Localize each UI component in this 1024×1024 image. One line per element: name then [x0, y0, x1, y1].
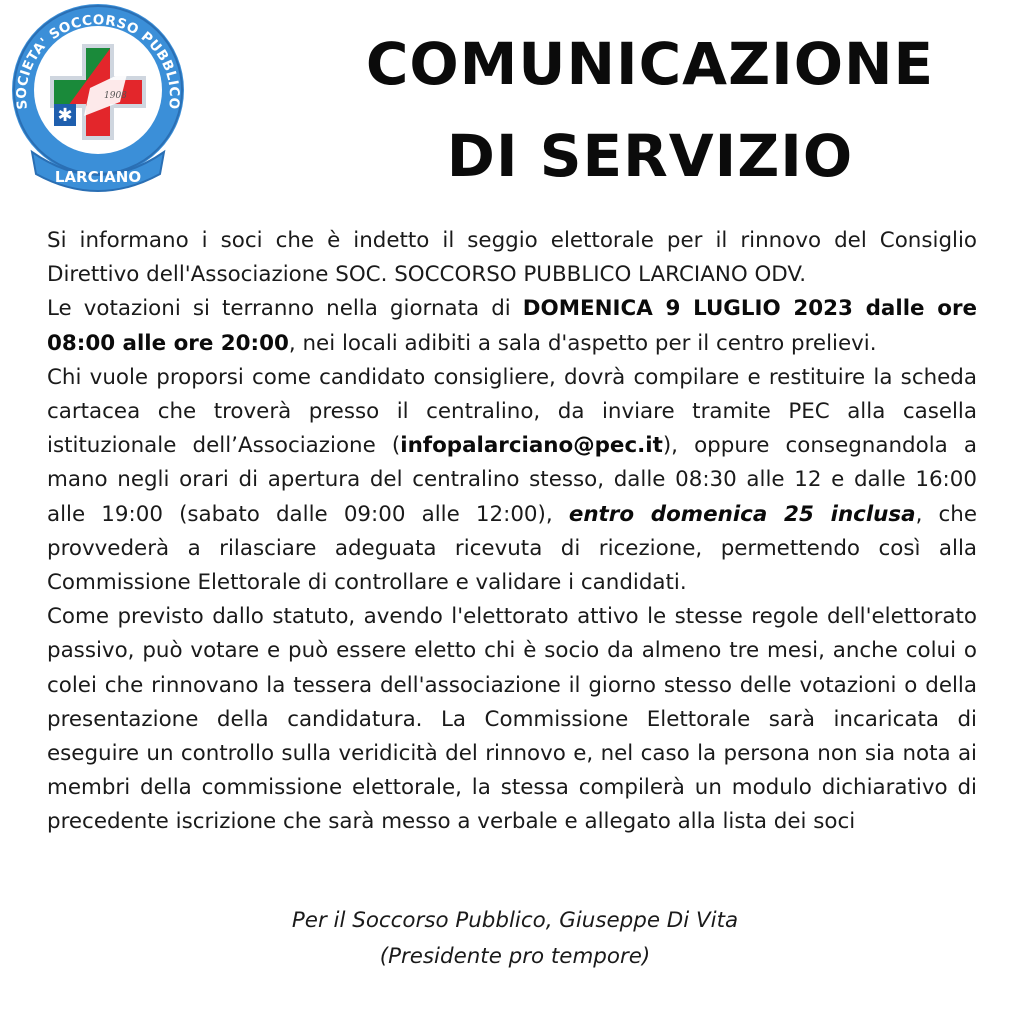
text: ), oppure consegnandola a mano negli orari di apertura del centralino stesso, dalle 08:30 alle 12 e dalle 16:00 alle 19:00 (sabato dalle 09:00 alle 12:00),	[47, 433, 977, 527]
text: Chi vuole proporsi come candidato consigliere, dovrà compilare e restituire la scheda cartacea che troverà presso il centralino, da inviare tramite PEC alla casella istituzionale dell’Associazione (	[47, 364, 977, 459]
title-line-1: COMUNICAZIONE	[365, 30, 935, 98]
paragraph-intro: Si informano i soci che è indetto il seggio elettorale per il rinnovo del Consiglio Direttivo dell'Associazione SOC. SOCCORSO PUBBLICO LARCIANO ODV.	[47, 228, 977, 288]
paragraph-candidacy	[47, 361, 977, 600]
text: , nei locali adibiti a sala d'aspetto per il centro prelievi.	[288, 330, 877, 356]
paragraph-statute: Come previsto dallo statuto, avendo l'elettorato attivo le stesse regole dell'elettorato passivo, può votare e può essere eletto chi è socio da almeno tre mesi, anche colui o colei che rinnovano la tessera dell'associazione il giorno stesso delle votazioni o della presentazione della candidatura. La Commissione Elettorale sarà incaricata di eseguire un controllo sulla veridicità del rinnovo e, nel caso la persona non sia nota ai membri della commissione elettorale, la stessa compilerà un modulo dichiarativo di precedente iscrizione che sarà messo a verbale e allegato alla lista dei soci	[47, 604, 977, 835]
text: Le votazioni si terranno nella giornata di	[47, 296, 523, 322]
logo-year: 1908	[104, 91, 127, 101]
deadline-bold-italic: entro domenica 25 inclusa	[568, 501, 916, 527]
page-title	[330, 18, 970, 202]
title-line-2: DI SERVIZIO	[446, 122, 854, 190]
signature-line-1: Per il Soccorso Pubblico, Giuseppe Di Vita	[291, 908, 739, 933]
signature-line-2: (Presidente pro tempore)	[379, 944, 651, 969]
voting-date-bold: DOMENICA 9 LUGLIO 2023 dalle ore 08:00 alle ore 20:00	[47, 296, 978, 356]
pec-email: infopalarciano@pec.it	[400, 433, 663, 459]
association-logo	[2, 2, 194, 194]
logo-graphic	[2, 2, 194, 194]
paragraph-voting-date	[47, 292, 977, 360]
text: , che provvederà a rilasciare adeguata ricevuta di ricezione, permettendo così alla Commissione Elettorale di controllare e validare i candidati.	[47, 501, 977, 596]
logo-ring-text: SOCIETA' SOCCORSO PUBBLICO	[13, 12, 183, 111]
signature-block	[0, 903, 1024, 975]
svg-text:✱: ✱	[57, 105, 73, 126]
logo-banner-text: LARCIANO	[54, 168, 142, 186]
announcement-body	[47, 224, 977, 840]
